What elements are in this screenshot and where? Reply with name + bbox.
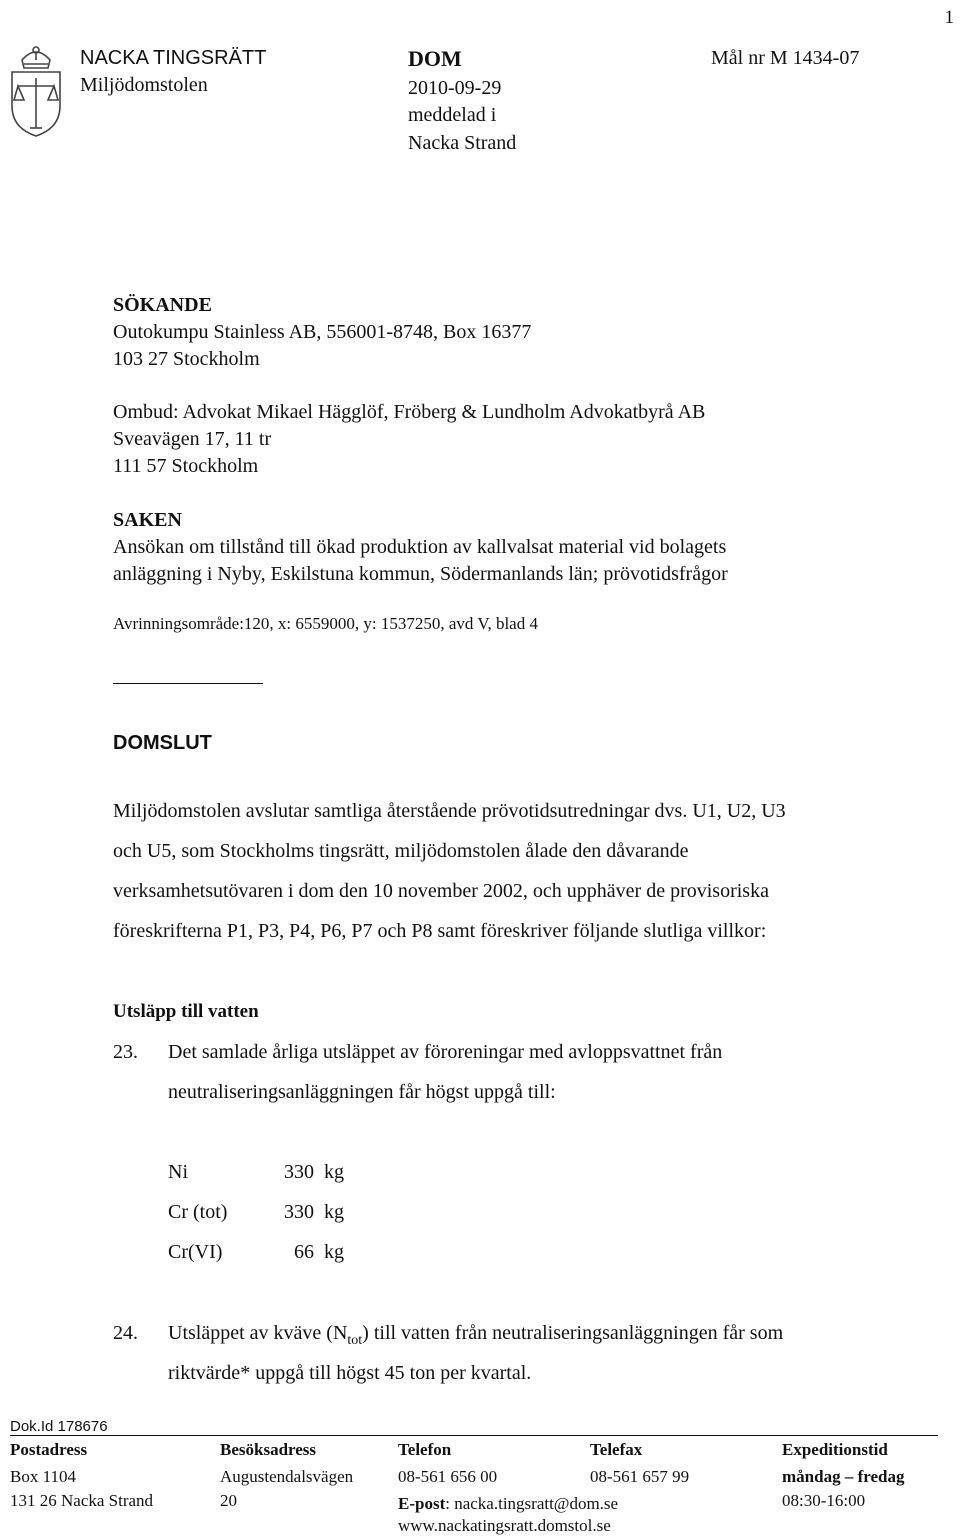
judgment-paragraph-line: föreskrifterna P1, P3, P4, P6, P7 och P8 samt föreskriver följande slutliga villkor: [113,920,767,942]
issued-label: meddelad i [408,104,497,126]
case-number: Mål nr M 1434-07 [711,47,860,69]
judgment-paragraph-line: och U5, som Stockholms tingsrätt, miljödomstolen ålade den dåvarande [113,840,689,862]
footer-phone-heading: Telefon [398,1440,452,1459]
court-crest-icon [8,42,64,138]
matter-line: Ansökan om tillstånd till ökad produktion av kallvalsat material vid bolagets [113,536,727,558]
item-number: 23. [113,1041,138,1063]
court-name: NACKA TINGSRÄTT [80,47,267,69]
counsel-line: Sveavägen 17, 11 tr [113,428,272,450]
footer-hours-heading: Expeditionstid [782,1440,888,1459]
applicant-line: 103 27 Stockholm [113,348,260,370]
limit-unit: kg [324,1161,344,1183]
limit-substance: Cr(VI) [168,1241,223,1263]
footer-fax: 08-561 657 99 [590,1467,690,1486]
footer-postal-heading: Postadress [10,1440,88,1459]
footer-visit-line: Augustendalsvägen [220,1467,354,1486]
item-number: 24. [113,1322,138,1344]
limit-substance: Ni [168,1161,188,1183]
footer-hours-days: måndag – fredag [782,1467,905,1486]
document-date: 2010-09-29 [408,77,502,99]
footer-email[interactable]: E-post: nacka.tingsratt@dom.se [398,1494,619,1513]
limit-value: 330 [284,1201,314,1223]
footer-postal-line: Box 1104 [10,1467,76,1486]
issued-place: Nacka Strand [408,132,517,154]
footer-visit-heading: Besöksadress [220,1440,317,1459]
item-text-line: neutraliseringsanläggningen får högst uppgå till: [168,1081,556,1103]
footer-hours-time: 08:30-16:00 [782,1491,866,1510]
counsel-line: Ombud: Advokat Mikael Hägglöf, Fröberg & Lundholm Advokatbyrå AB [113,401,706,423]
counsel-line: 111 57 Stockholm [113,455,259,477]
footer-visit-line: 20 [220,1491,237,1510]
page-number: 1 [944,7,954,28]
judgment-paragraph-line: verksamhetsutövaren i dom den 10 november 2002, och upphäver de provisoriska [113,880,769,902]
limit-unit: kg [324,1241,344,1263]
court-division: Miljödomstolen [80,74,208,96]
footer-website-link[interactable]: www.nackatingsratt.domstol.se [398,1516,611,1535]
limit-value: 330 [284,1161,314,1183]
limit-unit: kg [324,1201,344,1223]
judgment-paragraph-line: Miljödomstolen avslutar samtliga återstående prövotidsutredningar dvs. U1, U2, U3 [113,800,786,822]
item-text-line: Det samlade årliga utsläppet av föroreningar med avloppsvattnet från [168,1041,723,1063]
document-type: DOM [408,46,462,71]
footer-divider [10,1435,938,1436]
footer-phone: 08-561 656 00 [398,1467,498,1486]
footer-postal-line: 131 26 Nacka Strand [10,1491,154,1510]
water-discharge-heading: Utsläpp till vatten [113,1001,259,1022]
limit-value: 66 [294,1241,314,1263]
limit-substance: Cr (tot) [168,1201,228,1223]
item-text-line: riktvärde* uppgå till högst 45 ton per kvartal. [168,1362,532,1384]
applicant-line: Outokumpu Stainless AB, 556001-8748, Box 16377 [113,321,532,343]
section-divider [113,683,263,684]
footer-fax-heading: Telefax [590,1440,643,1459]
judgment-heading: DOMSLUT [113,732,212,754]
catchment-area: Avrinningsområde:120, x: 6559000, y: 1537250, avd V, blad 4 [113,614,538,633]
document-id: Dok.Id 178676 [10,1418,108,1435]
matter-heading: SAKEN [113,509,182,531]
item-text-line: Utsläppet av kväve $(N_{tot})$ till vatten från neutraliseringsanläggningen får som [168,1322,784,1348]
matter-line: anläggning i Nyby, Eskilstuna kommun, Södermanlands län; prövotidsfrågor [113,563,728,585]
applicant-heading: SÖKANDE [113,294,212,316]
